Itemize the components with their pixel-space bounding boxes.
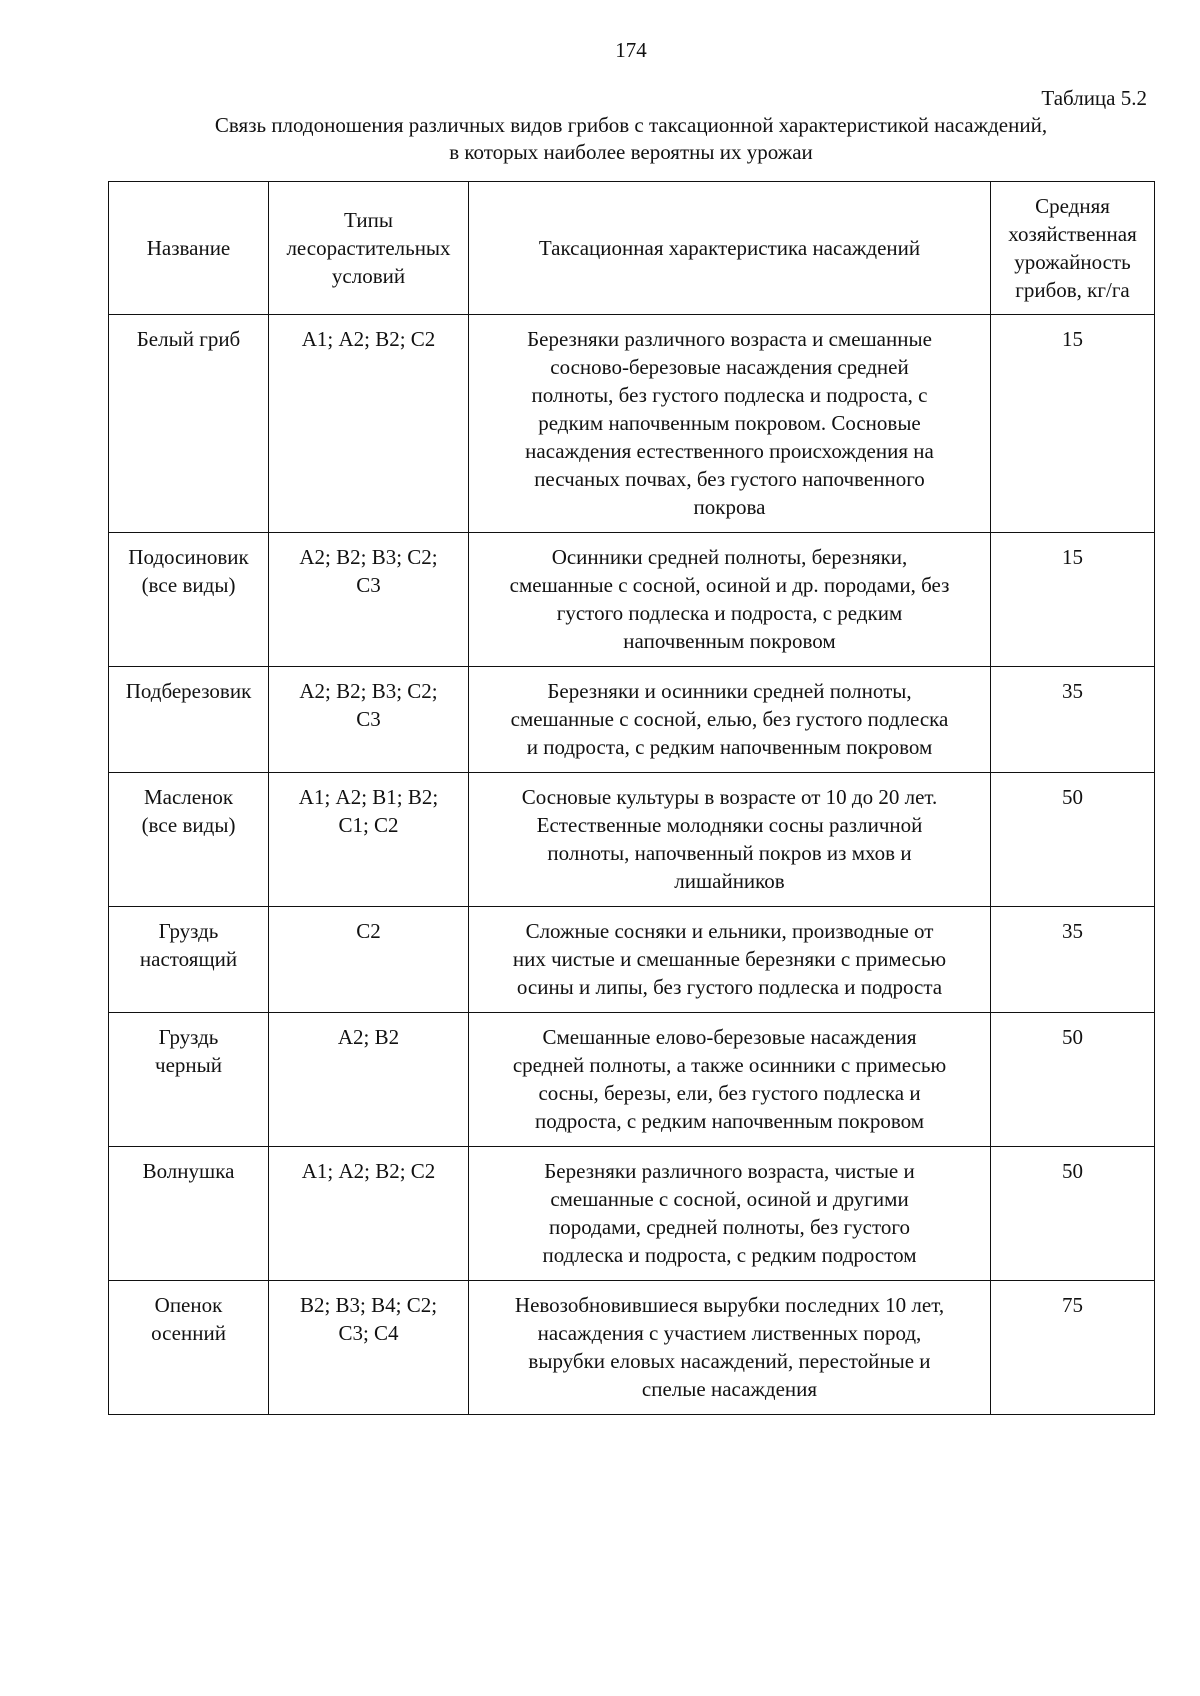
cell-forest-types: А2; В2: [269, 1013, 469, 1147]
cell-name: Груздь настоящий: [109, 907, 269, 1013]
header-yield: Средняя хозяйственная урожайность грибов, кг/га: [991, 182, 1155, 315]
cell-forest-types: А1; А2; В2; С2: [269, 315, 469, 533]
cell-name: Белый гриб: [109, 315, 269, 533]
cell-characteristic: Сложные сосняки и ельники, производные от них чистые и смешанные березняки с примесью осины и липы, без густого подлеска и подроста: [469, 907, 991, 1013]
cell-characteristic: Невозобновившиеся вырубки последних 10 лет, насаждения с участием лиственных пород, вырубки еловых насаждений, перестойные и спелые насаждения: [469, 1281, 991, 1415]
cell-name: Масленок (все виды): [109, 773, 269, 907]
cell-yield: 50: [991, 1147, 1155, 1281]
cell-characteristic: Березняки различного возраста, чистые и смешанные с сосной, осиной и другими породами, средней полноты, без густого подлеска и подроста, с редким подростом: [469, 1147, 991, 1281]
cell-yield: 35: [991, 667, 1155, 773]
cell-name: Опенок осенний: [109, 1281, 269, 1415]
cell-forest-types: С2: [269, 907, 469, 1013]
table-title-line-1: Связь плодоношения различных видов грибов с таксационной характеристикой насаждений,: [214, 113, 1048, 137]
table-row: [109, 907, 1155, 1013]
cell-yield: 50: [991, 1013, 1155, 1147]
cell-characteristic: Березняки и осинники средней полноты, смешанные с сосной, елью, без густого подлеска и подроста, с редким напочвенным покровом: [469, 667, 991, 773]
header-characteristic: Таксационная характеристика насаждений: [469, 182, 991, 315]
cell-yield: 15: [991, 533, 1155, 667]
cell-name: Подберезовик: [109, 667, 269, 773]
mushroom-yield-table: [108, 181, 1155, 1415]
table-row: [109, 315, 1155, 533]
header-name: Название: [109, 182, 269, 315]
cell-characteristic: Березняки различного возраста и смешанные сосново-березовые насаждения средней полноты, без густого подлеска и подроста, с редким напочвенным покровом. Сосновые насаждения естественного происхождения на песчаных почвах, без густого напочвенного покрова: [469, 315, 991, 533]
table-row: [109, 667, 1155, 773]
cell-forest-types: А1; А2; В1; В2; С1; С2: [269, 773, 469, 907]
table-header-row: [109, 182, 1155, 315]
cell-yield: 15: [991, 315, 1155, 533]
cell-yield: 75: [991, 1281, 1155, 1415]
cell-name: Груздь черный: [109, 1013, 269, 1147]
cell-forest-types: А1; А2; В2; С2: [269, 1147, 469, 1281]
table-title-line-2: в которых наиболее вероятны их урожаи: [449, 140, 813, 164]
cell-forest-types: А2; В2; В3; С2; С3: [269, 667, 469, 773]
table-row: [109, 533, 1155, 667]
cell-name: Подосиновик (все виды): [109, 533, 269, 667]
cell-name: Волнушка: [109, 1147, 269, 1281]
table-title: [100, 112, 1162, 166]
cell-characteristic: Смешанные елово-березовые насаждения средней полноты, а также осинники с примесью сосны, березы, ели, без густого подлеска и подроста, с редким напочвенным покровом: [469, 1013, 991, 1147]
table-row: [109, 1013, 1155, 1147]
table-label: Таблица 5.2: [1041, 86, 1147, 110]
table-row: [109, 1147, 1155, 1281]
cell-forest-types: А2; В2; В3; С2; С3: [269, 533, 469, 667]
cell-characteristic: Осинники средней полноты, березняки, смешанные с сосной, осиной и др. породами, без густого подлеска и подроста, с редким напочвенным покровом: [469, 533, 991, 667]
cell-characteristic: Сосновые культуры в возрасте от 10 до 20 лет. Естественные молодняки сосны различной полноты, напочвенный покров из мхов и лишайников: [469, 773, 991, 907]
page-number: 174: [615, 38, 647, 62]
cell-yield: 35: [991, 907, 1155, 1013]
header-forest-types: Типы лесорастительных условий: [269, 182, 469, 315]
table-row: [109, 773, 1155, 907]
table-row: [109, 1281, 1155, 1415]
cell-yield: 50: [991, 773, 1155, 907]
cell-forest-types: В2; В3; В4; С2; С3; С4: [269, 1281, 469, 1415]
